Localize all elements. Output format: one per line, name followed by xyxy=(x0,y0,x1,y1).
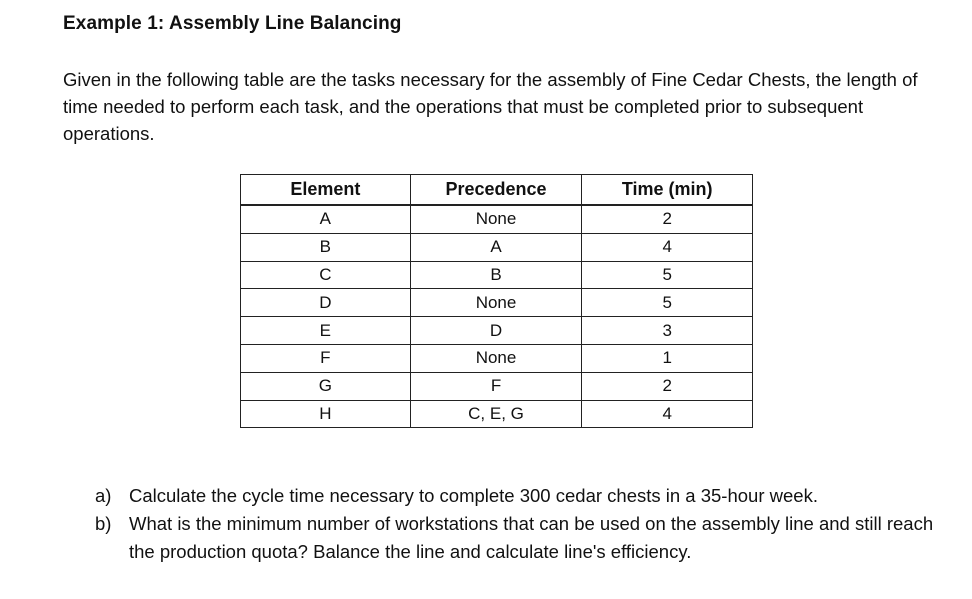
table-row xyxy=(241,400,753,428)
table-row xyxy=(241,372,753,400)
question-list xyxy=(95,482,955,566)
cell-precedence: None xyxy=(410,289,582,317)
cell-time: 5 xyxy=(582,289,753,317)
cell-time: 3 xyxy=(582,317,753,345)
cell-element: H xyxy=(241,400,411,428)
cell-precedence: F xyxy=(410,372,582,400)
question-text: What is the minimum number of workstations that can be used on the assembly line and still reach the production quota? Balance the line and calculate line's efficiency. xyxy=(129,513,934,562)
page-title: Example 1: Assembly Line Balancing xyxy=(63,13,402,34)
table-row xyxy=(241,233,753,261)
question-text: Calculate the cycle time necessary to complete 300 cedar chests in a 35-hour week. xyxy=(129,485,818,506)
table-row xyxy=(241,344,753,372)
cell-precedence: B xyxy=(410,261,582,289)
cell-element: B xyxy=(241,233,411,261)
cell-element: G xyxy=(241,372,411,400)
task-table xyxy=(240,174,753,428)
cell-precedence: None xyxy=(410,344,582,372)
cell-element: F xyxy=(241,344,411,372)
table-header-row xyxy=(241,175,753,206)
cell-precedence: None xyxy=(410,205,582,233)
intro-paragraph: Given in the following table are the tasks necessary for the assembly of Fine Cedar Chests, the length of time needed to perform each task, and the operations that must be completed prior to subsequent operations. xyxy=(63,69,918,144)
cell-time: 2 xyxy=(582,372,753,400)
cell-time: 4 xyxy=(582,233,753,261)
table-row xyxy=(241,317,753,345)
header-element: Element xyxy=(241,175,411,206)
cell-time: 1 xyxy=(582,344,753,372)
question-item xyxy=(95,482,955,510)
cell-time: 5 xyxy=(582,261,753,289)
cell-element: C xyxy=(241,261,411,289)
header-precedence: Precedence xyxy=(410,175,582,206)
question-item xyxy=(95,510,955,566)
table-row xyxy=(241,205,753,233)
table-row xyxy=(241,289,753,317)
header-time: Time (min) xyxy=(582,175,753,206)
cell-time: 2 xyxy=(582,205,753,233)
cell-element: E xyxy=(241,317,411,345)
cell-element: D xyxy=(241,289,411,317)
cell-precedence: A xyxy=(410,233,582,261)
cell-precedence: C, E, G xyxy=(410,400,582,428)
cell-element: A xyxy=(241,205,411,233)
cell-precedence: D xyxy=(410,317,582,345)
cell-time: 4 xyxy=(582,400,753,428)
question-marker: b) xyxy=(95,513,112,534)
question-marker: a) xyxy=(95,485,112,506)
table-row xyxy=(241,261,753,289)
